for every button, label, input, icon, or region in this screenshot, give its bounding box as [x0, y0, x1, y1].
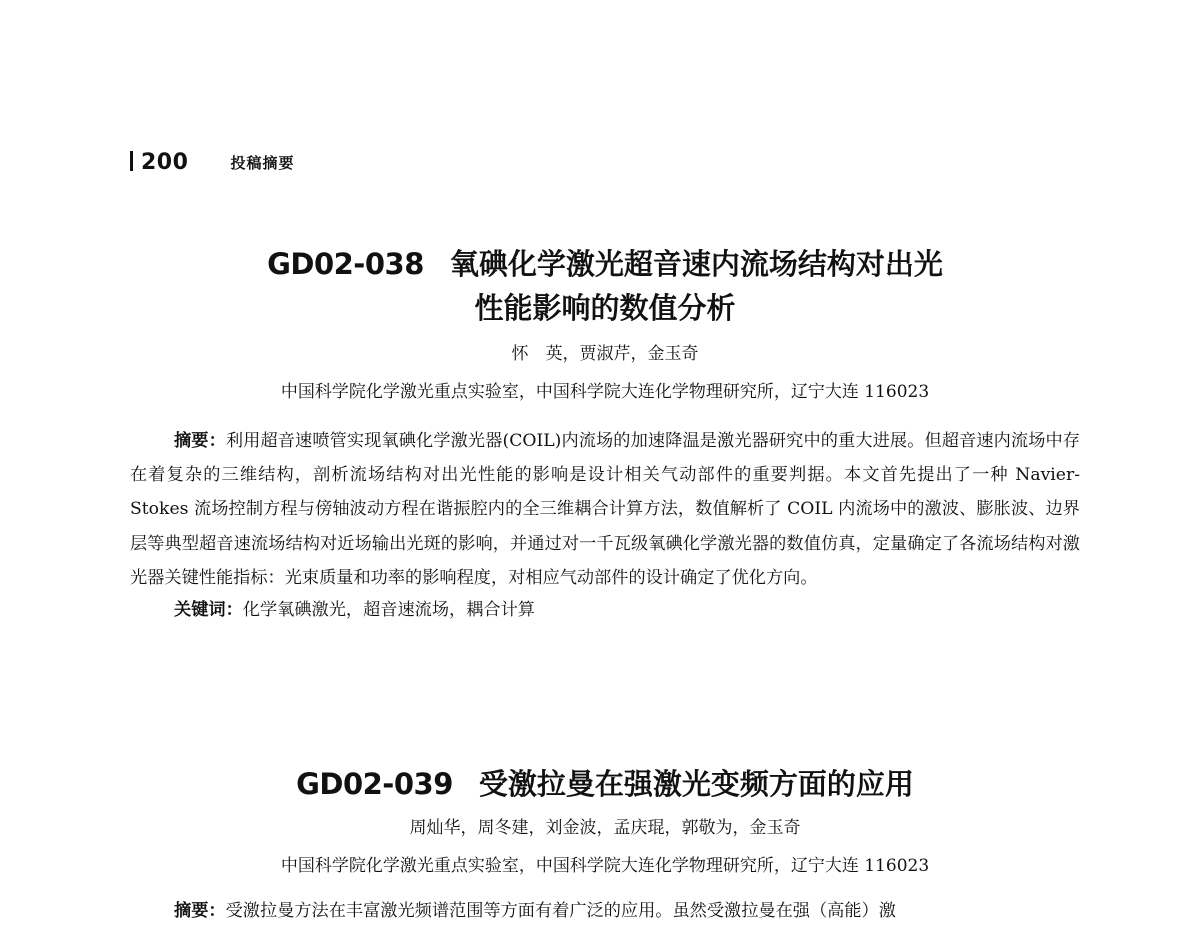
page-number: [130, 150, 188, 175]
article-gd02-039: [130, 762, 1080, 928]
article-title-line1: 氧碘化学激光超音速内流场结构对出光: [449, 247, 943, 281]
page-number-text: 200: [141, 150, 189, 175]
article-gd02-038: [130, 242, 1080, 625]
article-affiliation: 中国科学院化学激光重点实验室，中国科学院大连化学物理研究所，辽宁大连 116023: [280, 856, 930, 876]
article-title: [130, 762, 1080, 806]
keywords-text: 化学氧碘激光，超音速流场，耦合计算: [242, 600, 535, 621]
article-title-line1: 受激拉曼在强激光变频方面的应用: [478, 767, 914, 801]
article-affiliation: 中国科学院化学激光重点实验室，中国科学院大连化学物理研究所，辽宁大连 116023: [280, 382, 930, 402]
abstract-text: 利用超音速喷管实现氧碘化学激光器(COIL)内流场的加速降温是激光器研究中的重大进展。但超音速内流场中存在着复杂的三维结构，剖析流场结构对出光性能的影响是设计相关气动部件的重要判据。本文首先提出了一种 Navier-Stokes 流场控制方程与傍轴波动方程在谐振腔内的全三维耦合计算方法，数值解析了 COIL 内流场中的激波、膨胀波、边界层等典型超音速流场结构对近场输出光斑的影响，并通过对一千瓦级氧碘化学激光器的数值仿真，定量确定了各流场结构对激光器关键性能指标：光束质量和功率的影响程度，对相应气动部件的设计确定了优化方向。: [130, 431, 1080, 588]
section-name: 投稿摘要: [230, 154, 295, 172]
article-authors: 怀 英，贾淑芹，金玉奇: [511, 344, 699, 364]
article-title: [130, 242, 1080, 330]
article-code: GD02-038: [267, 247, 424, 281]
article-code: GD02-039: [296, 767, 453, 801]
article-abstract: [130, 424, 1080, 595]
page-header: [130, 150, 294, 175]
abstract-label: 摘要：: [174, 901, 226, 921]
article-authors: 周灿华，周冬建，刘金波，孟庆琨，郭敬为，金玉奇: [409, 818, 801, 838]
page-number-bar: [130, 151, 133, 171]
article-abstract: [130, 894, 1080, 928]
abstract-label: 摘要：: [174, 431, 226, 451]
article-keywords: [130, 595, 1080, 625]
article-title-line2: 性能影响的数值分析: [474, 291, 736, 325]
keywords-label: 关键词：: [174, 600, 243, 621]
abstract-text: 受激拉曼方法在丰富激光频谱范围等方面有着广泛的应用。虽然受激拉曼在强（高能）激: [225, 901, 896, 921]
